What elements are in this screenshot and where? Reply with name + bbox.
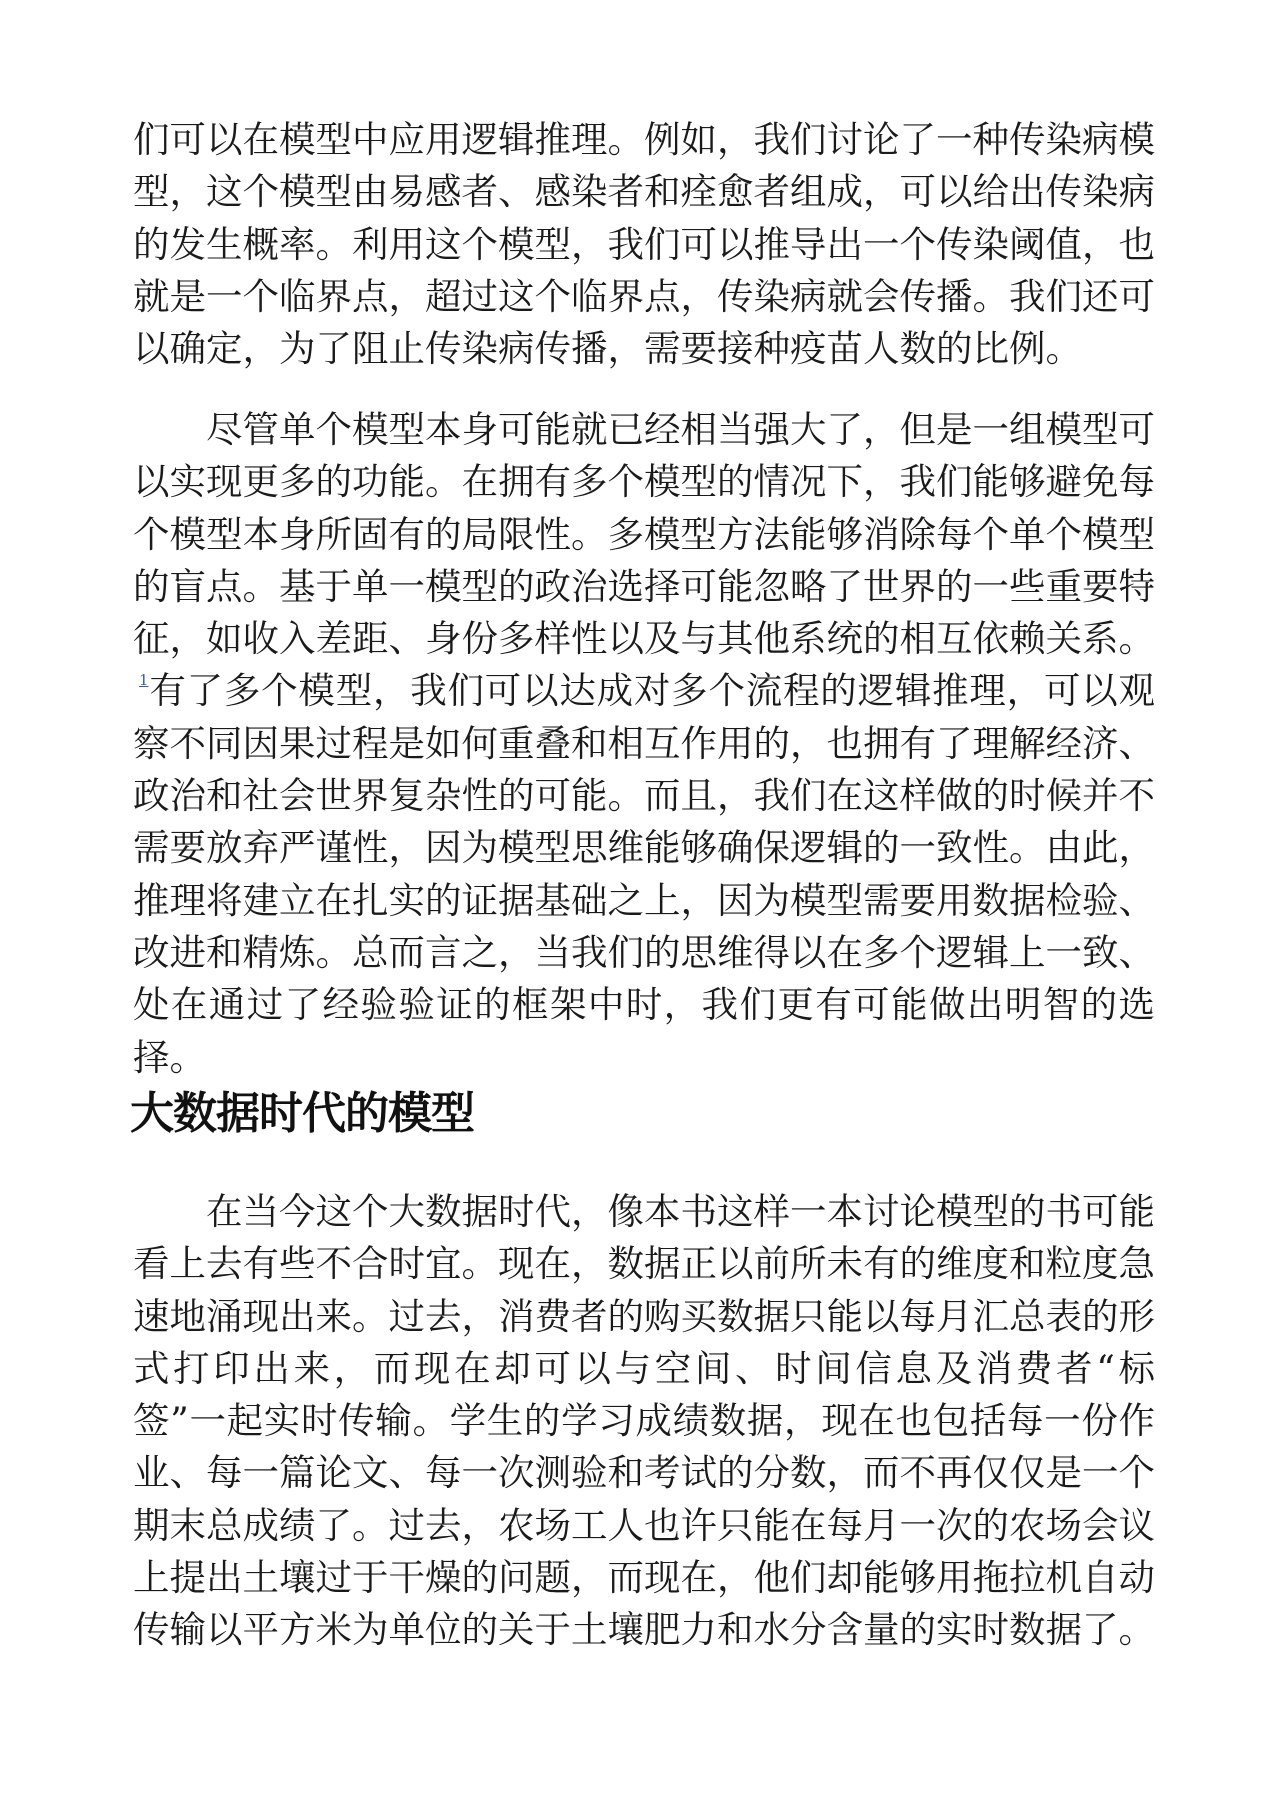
paragraph-text: 们可以在模型中应用逻辑推理。例如，我们讨论了一种传染病模型，这个模型由易感者、感染者和痊愈者组成，可以给出传染病的发生概率。利用这个模型，我们可以推导出一个传染阈值，也就是一个临界点，超过这个临界点，传染病就会传播。我们还可以确定，为了阻止传染病传播，需要接种疫苗人数的比例。 xyxy=(133,118,1155,371)
paragraph-multi-model xyxy=(133,404,1155,1084)
paragraph-text-part-2: 有了多个模型，我们可以达成对多个流程的逻辑推理，可以观察不同因果过程是如何重叠和相互作用的，也拥有了理解经济、政治和社会世界复杂性的可能。而且，我们在这样做的时候并不需要放弃严谨性，因为模型思维能够确保逻辑的一致性。由此，推理将建立在扎实的证据基础之上，因为模型需要用数据检验、改进和精炼。总而言之，当我们的思维得以在多个逻辑上一致、处在通过了经验验证的框架中时，我们更有可能做出明智的选择。 xyxy=(133,669,1155,1079)
paragraph-text: 在当今这个大数据时代，像本书这样一本讨论模型的书可能看上去有些不合时宜。现在，数据正以前所未有的维度和粒度急速地涌现出来。过去，消费者的购买数据只能以每月汇总表的形式打印出来，而现在却可以与空间、时间信息及消费者“标签”一起实时传输。学生的学习成绩数据，现在也包括每一份作业、每一篇论文、每一次测验和考试的分数，而不再仅仅是一个期末总成绩了。过去，农场工人也许只能在每月一次的农场会议上提出土壤过于干燥的问题，而现在，他们却能够用拖拉机自动传输以平方米为单位的关于土壤肥力和水分含量的实时数据了。 xyxy=(133,1190,1155,1652)
paragraph-text xyxy=(133,404,1155,1084)
paragraph-continued xyxy=(133,114,1155,375)
footnote-link[interactable]: 1 xyxy=(139,671,149,690)
paragraph-big-data xyxy=(133,1186,1155,1657)
section-heading: 大数据时代的模型 xyxy=(130,1088,474,1139)
paragraph-text-part-1: 尽管单个模型本身可能就已经相当强大了，但是一组模型可以实现更多的功能。在拥有多个模型的情况下，我们能够避免每个模型本身所固有的局限性。多模型方法能够消除每个单个模型的盲点。基于单一模型的政治选择可能忽略了世界的一些重要特征，如收入差距、身份多样性以及与其他系统的相互依赖关系。 xyxy=(133,408,1155,661)
